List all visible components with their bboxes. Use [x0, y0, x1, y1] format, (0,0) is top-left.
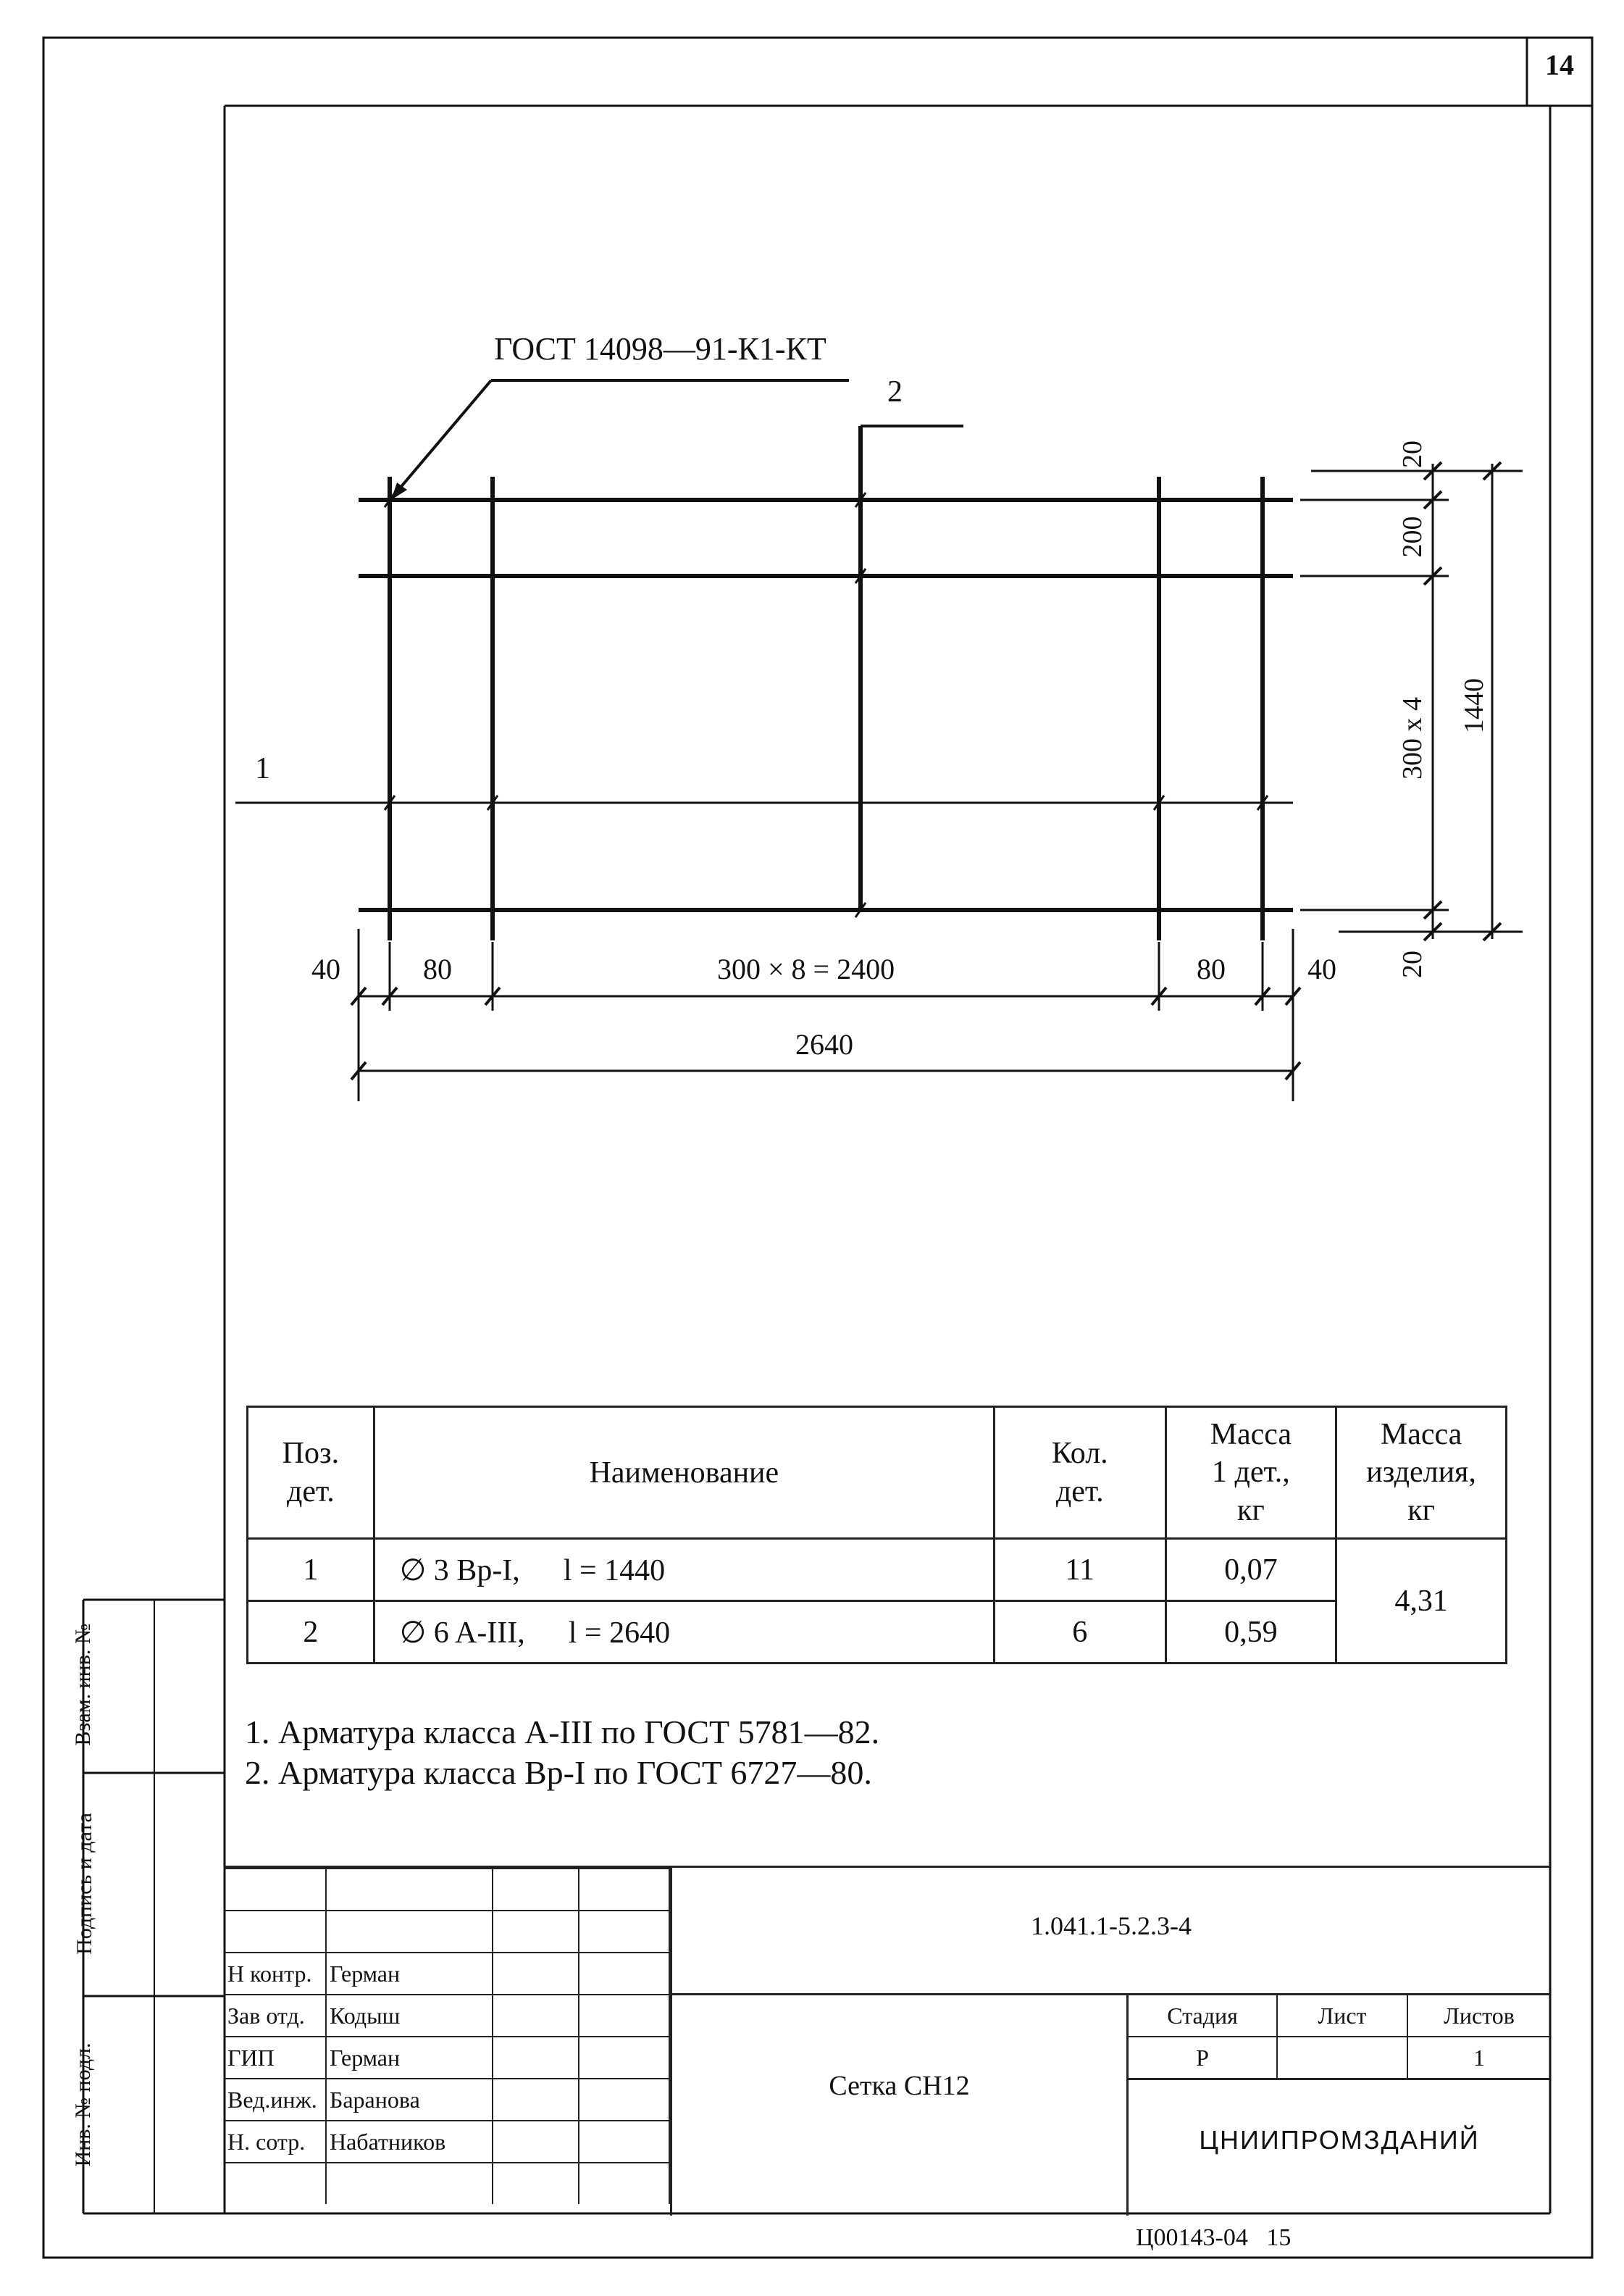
role-name: Кодыш [326, 1995, 493, 2037]
specification-table [246, 1406, 1507, 1664]
row-name [374, 1601, 994, 1663]
row-qty: 6 [995, 1601, 1166, 1663]
header-total-mass: Масса изделия, кг [1336, 1407, 1507, 1539]
role-label: Вед.инж. [225, 2079, 326, 2121]
row-length: l = 1440 [563, 1553, 666, 1587]
signature-row [225, 1995, 669, 2037]
side-label-replace-inv: Взам. инв. № [71, 1623, 95, 1746]
dim-overall-height: 1440 [1459, 678, 1489, 733]
dim-vertical-middle: 300 x 4 [1397, 697, 1428, 780]
role-label: Н контр. [225, 1953, 326, 1995]
row-diameter: ∅ 6 A-III, [399, 1616, 525, 1650]
dim-right-edge: 40 [1307, 953, 1336, 985]
sheet-label: Лист [1318, 2003, 1367, 2029]
weld-callout-label: ГОСТ 14098—91-К1-КТ [494, 331, 826, 367]
header-unit-mass: Масса 1 дет., кг [1165, 1407, 1336, 1539]
signature-row [225, 2037, 669, 2079]
signature-grid [225, 1868, 670, 2204]
organization-name: ЦНИИПРОМЗДАНИЙ [1199, 2125, 1480, 2155]
sheets-label: Листов [1444, 2003, 1515, 2029]
position-1-label: 1 [255, 752, 270, 785]
signature-row [225, 2121, 669, 2163]
dim-bottom-edge: 20 [1397, 951, 1428, 978]
row-unit-mass: 0,59 [1165, 1601, 1336, 1663]
role-name: Набатников [326, 2121, 493, 2163]
stage-value: Р [1196, 2045, 1209, 2071]
role-name: Баранова [326, 2079, 493, 2121]
role-label: ГИП [225, 2037, 326, 2079]
dim-top-step: 200 [1397, 516, 1428, 558]
note-1: 1. Арматура класса А-III по ГОСТ 5781—82. [245, 1713, 880, 1750]
dim-overall-width: 2640 [795, 1028, 853, 1061]
header-qty: Кол. дет. [995, 1407, 1166, 1539]
dim-left-edge: 40 [311, 953, 340, 985]
page-number: 14 [1545, 49, 1574, 81]
table-row [248, 1539, 1507, 1601]
row-diameter: ∅ 3 Вр-I, [399, 1553, 520, 1587]
role-label: Н. сотр. [225, 2121, 326, 2163]
dim-right-step: 80 [1197, 953, 1226, 985]
row-pos: 2 [248, 1601, 374, 1663]
role-name: Герман [326, 1953, 493, 1995]
row-name [374, 1539, 994, 1601]
note-2: 2. Арматура класса Вр-I по ГОСТ 6727—80. [245, 1754, 872, 1791]
row-qty: 11 [995, 1539, 1166, 1601]
dim-top-edge: 20 [1397, 441, 1428, 468]
signature-row [225, 1953, 669, 1995]
dim-left-step: 80 [423, 953, 452, 985]
total-mass-cell: 4,31 [1336, 1539, 1507, 1663]
sheets-value: 1 [1473, 2045, 1485, 2071]
role-label: Зав отд. [225, 1995, 326, 2037]
footer-code: Ц00143-04 15 [1136, 2224, 1292, 2251]
dim-middle: 300 × 8 = 2400 [717, 953, 895, 985]
header-name: Наименование [374, 1407, 994, 1539]
side-label-sign-date: Подпись и дата [72, 1813, 96, 1955]
table-row [248, 1601, 1507, 1663]
row-pos: 1 [248, 1539, 374, 1601]
stage-label: Стадия [1167, 2003, 1238, 2029]
document-code: 1.041.1-5.2.3-4 [1031, 1911, 1192, 1940]
position-2-label: 2 [887, 375, 903, 409]
row-length: l = 2640 [568, 1616, 671, 1650]
mesh-drawing [235, 380, 1293, 940]
role-name: Герман [326, 2037, 493, 2079]
header-pos: Поз. дет. [248, 1407, 374, 1539]
product-name: Сетка СН12 [829, 2071, 970, 2101]
signature-row [225, 2079, 669, 2121]
title-block [225, 1866, 1550, 2216]
side-label-inv-no: Инв. № подл. [71, 2042, 95, 2167]
row-unit-mass: 0,07 [1165, 1539, 1336, 1601]
